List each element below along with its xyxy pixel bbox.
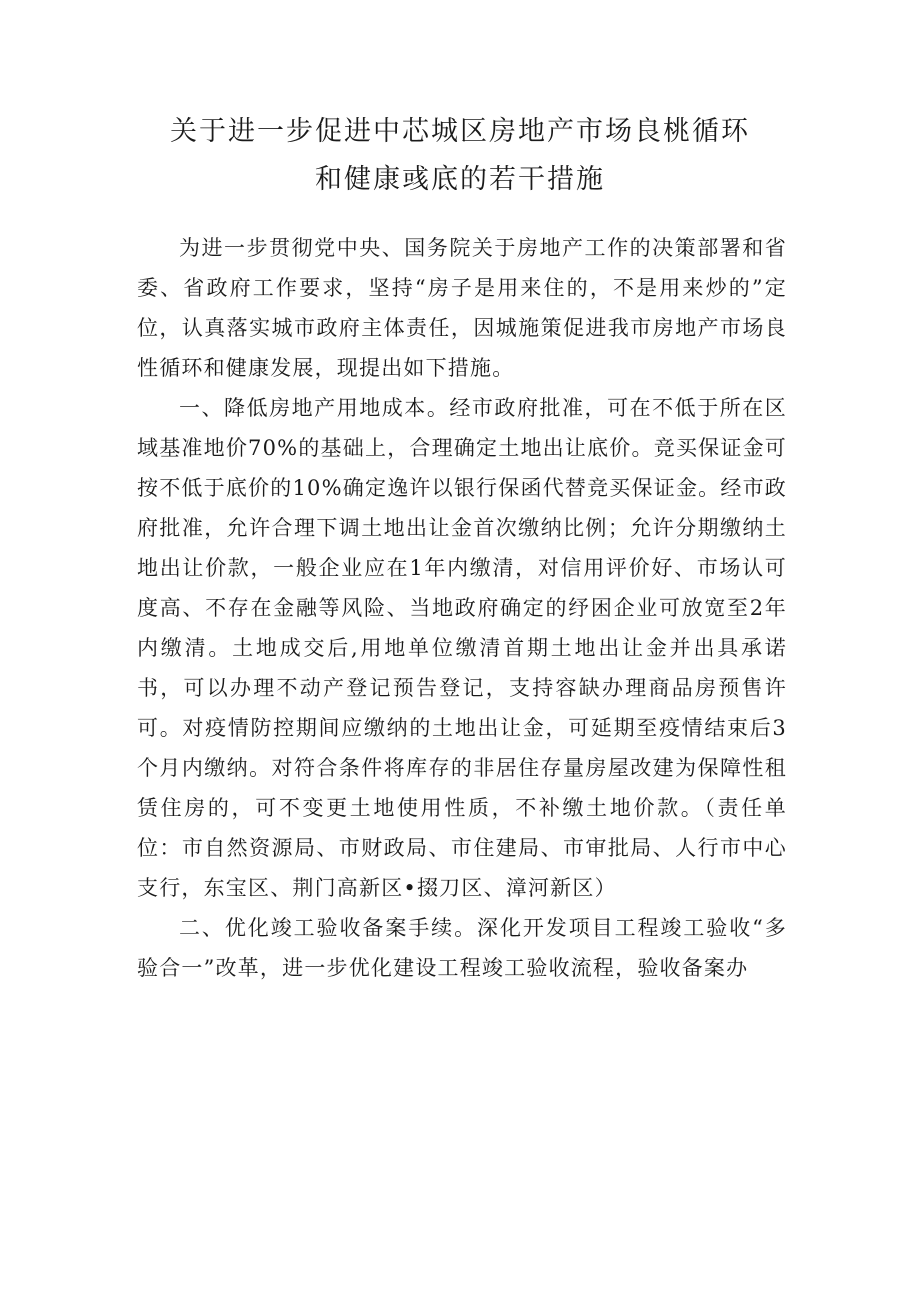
title-line-2: 和健康彧底的若干措施 [315,164,605,195]
paragraph-measure-1: 一、降低房地产用地成本。经市政府批准，可在不低于所在区域基准地价70%的基础上，合理确定土地出让底价。竞买保证金可按不低于底价的10%确定逸许以银行保函代替竞买保证金。经市政府批准，允许合理下调土地出让金首次缴纳比例；允许分期缴纳土地出让价款，一般企业应在1年内缴清，对信用评价好、市场认可度高、不存在金融等风险、当地政府确定的纾困企业可放宽至2年内缴清。土地成交后,用地单位缴清首期土地出让金并出具承诺书，可以办理不动产登记预告登记，支持容缺办理商品房预售许可。对疫情防控期间应缴纳的土地出让金，可延期至疫情结束后3个月内缴纳。对符合条件将库存的非居住存量房屋改建为保障性租赁住房的，可不变更土地使用性质，不补缴土地价款。（责任单位：市自然资源局、市财政局、市住建局、市审批局、人行市中心支行，东宝区、荆门高新区•掇刀区、漳河新区） [137,396,787,900]
title-line-1: 关于进一步促进中芯城区房地产市场良桃循环 [170,116,750,147]
document-body [137,228,787,988]
paragraph-intro: 为进一步贯彻党中央、国务院关于房地产工作的决策部署和省委、省政府工作要求，坚持“房子是用来住的，不是用来炒的”定位，认真落实城市政府主体责任，因城施策促进我市房地产市场良性循环和健康发展，现提出如下措施。 [137,236,787,380]
paragraph-measure-2: 二、优化竣工验收备案手续。深化开发项目工程竣工验收“多验合一”改革，进一步优化建设工程竣工验收流程，验收备案办 [137,916,787,980]
document-title [0,108,920,204]
